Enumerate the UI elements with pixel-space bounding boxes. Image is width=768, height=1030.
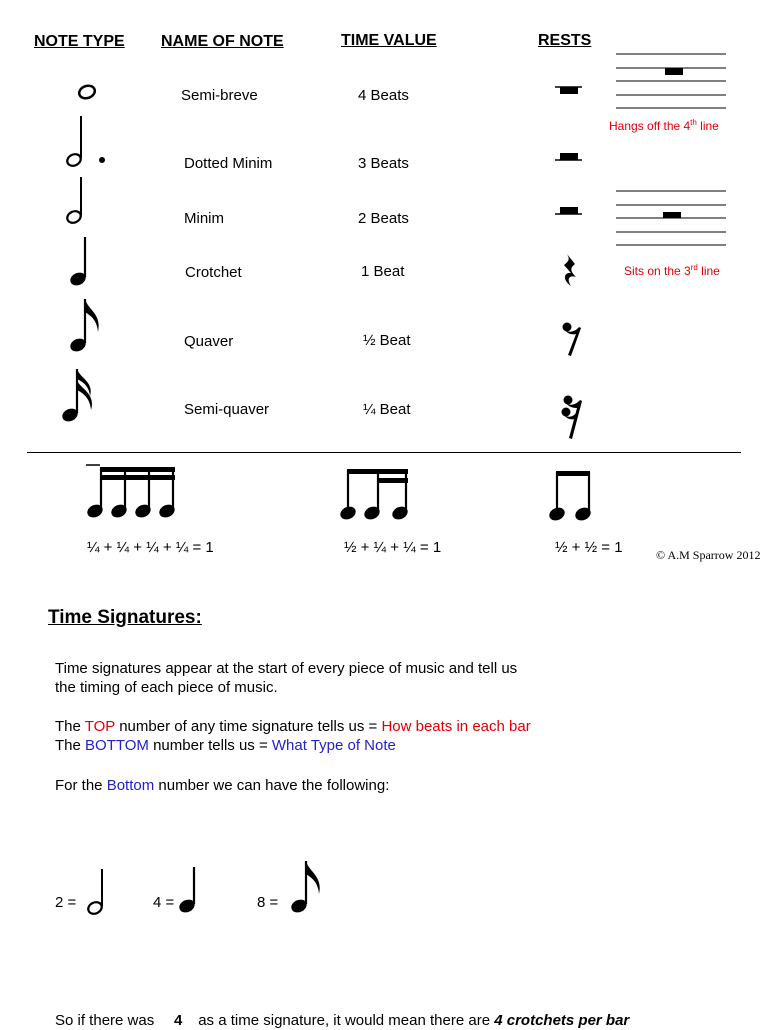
quaver-icon (287, 860, 327, 918)
section-title: Time Signatures: (48, 607, 202, 628)
time-signature-number: 4 (174, 1012, 183, 1029)
bottom-meaning: What Type of Note (271, 737, 396, 754)
bottom-number-line: The BOTTOM number tells us = What Type of Note (55, 737, 396, 754)
header-note-type: NOTE TYPE (34, 33, 125, 50)
equation: ½ + ¼ + ¼ = 1 (344, 539, 442, 556)
equation: ¼ + ¼ + ¼ + ¼ = 1 (87, 539, 214, 556)
dotted-minim-icon (60, 114, 110, 176)
quaver-icon (66, 298, 106, 356)
note-name: Minim (184, 210, 224, 227)
final-line: So if there was 4 as a time signature, it would mean there are 4 crotchets per bar (55, 1012, 630, 1029)
quaver-two-semiquavers-icon (338, 467, 412, 525)
minim-rest-note: Sits on the 3rd line (624, 263, 720, 278)
dotted-minim-rest-icon (554, 150, 584, 166)
semibreve-icon (70, 78, 110, 108)
divider-line (27, 452, 741, 453)
top-number-line: The TOP number of any time signature tells us = How beats in each bar (55, 718, 531, 735)
time-value: 4 Beats (358, 87, 409, 104)
intro-line: Time signatures appear at the start of every piece of music and tell us (55, 660, 518, 677)
time-value: 2 Beats (358, 210, 409, 227)
note-name: Semi-breve (181, 87, 258, 104)
minim-icon (84, 868, 114, 920)
crotchet-rest-icon (558, 253, 582, 289)
option-label: 4 = (153, 894, 175, 911)
top-meaning: How beats in each bar (381, 718, 531, 735)
final-emphasis: 4 crotchets per bar (494, 1012, 630, 1029)
minim-rest-staff-icon (614, 187, 730, 249)
semibreve-rest-staff-icon (614, 50, 730, 112)
quaver-rest-icon (560, 320, 584, 358)
header-name-of-note: NAME OF NOTE (161, 33, 284, 50)
equation: ½ + ½ = 1 (555, 539, 623, 556)
semibreve-rest-note: Hangs off the 4th line (609, 118, 719, 133)
time-value: 1 Beat (361, 263, 405, 280)
header-rests: RESTS (538, 32, 592, 49)
note-name: Semi-quaver (184, 401, 270, 418)
two-quavers-icon (546, 469, 596, 525)
crotchet-icon (66, 236, 96, 290)
option-label: 8 = (257, 894, 279, 911)
minim-rest-icon (554, 205, 584, 219)
option-label: 2 = (55, 894, 77, 911)
intro-paragraph (55, 659, 517, 697)
semiquaver-icon (56, 368, 100, 426)
note-name: Dotted Minim (184, 155, 273, 172)
header-time-value: TIME VALUE (341, 32, 437, 49)
bottom-options-intro: For the Bottom number we can have the following: (55, 777, 390, 794)
bottom-word: Bottom (106, 777, 155, 794)
top-keyword: TOP (84, 718, 116, 735)
time-value: ½ Beat (363, 332, 411, 349)
time-value: ¼ Beat (363, 401, 411, 418)
copyright: © A.M Sparrow 2012 (656, 548, 761, 562)
time-value: 3 Beats (358, 155, 409, 172)
minim-icon (62, 176, 92, 230)
semibreve-rest-icon (554, 84, 584, 98)
semiquaver-rest-icon (560, 394, 586, 442)
note-name: Quaver (184, 333, 234, 350)
bottom-keyword: BOTTOM (85, 737, 149, 754)
intro-line: the timing of each piece of music. (55, 679, 278, 696)
note-name: Crotchet (185, 264, 242, 281)
crotchet-icon (176, 866, 206, 918)
four-semiquavers-icon (84, 463, 184, 523)
